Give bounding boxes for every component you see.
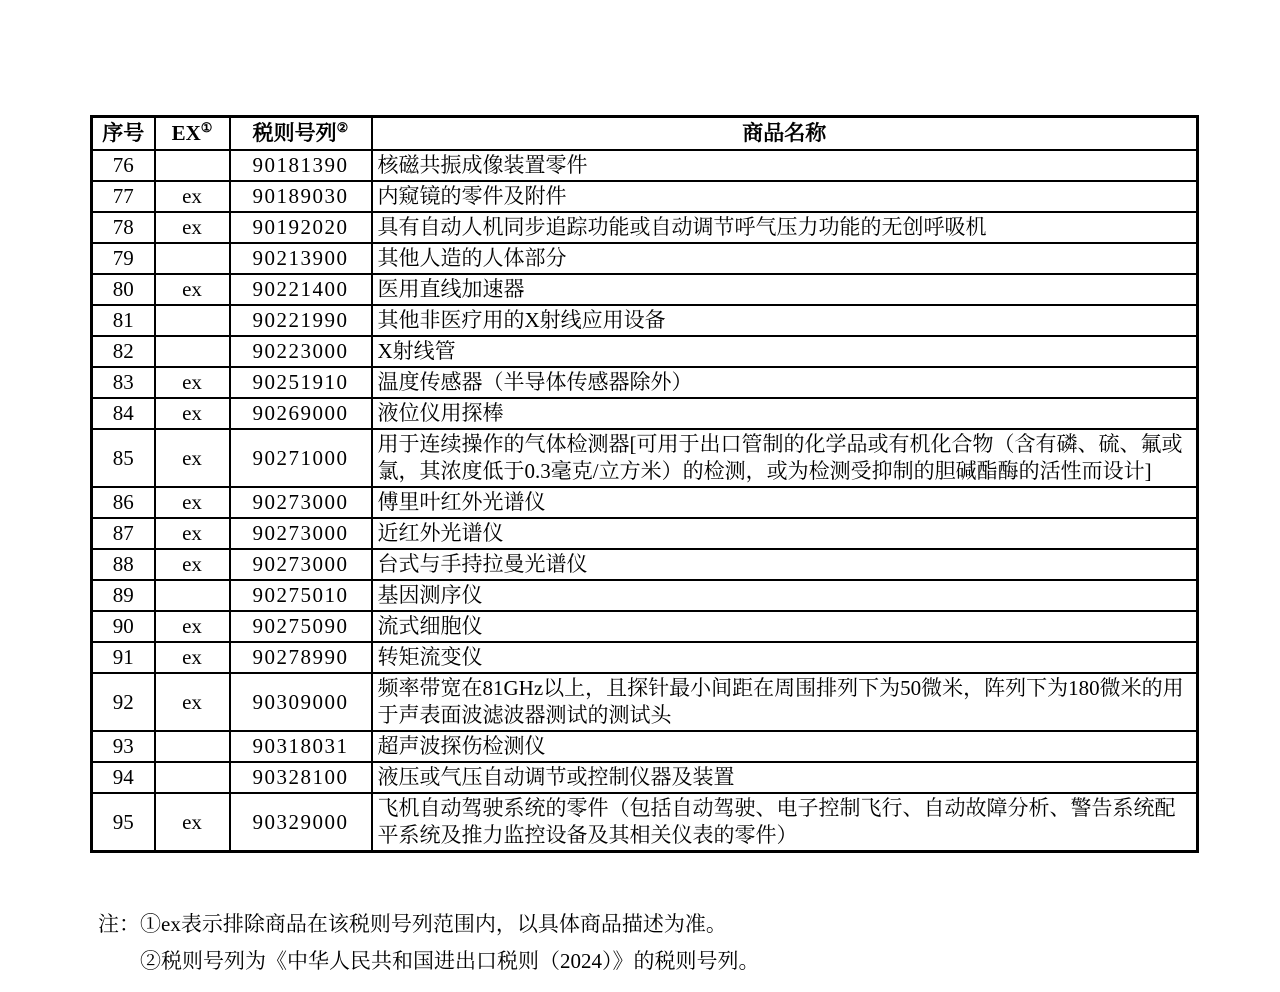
col-header-hs-code xyxy=(230,117,372,151)
row-index: 92 xyxy=(92,673,155,731)
row-product-name: 具有自动人机同步追踪功能或自动调节呼气压力功能的无创呼吸机 xyxy=(372,212,1198,243)
table-row xyxy=(92,611,1198,642)
row-ex-flag xyxy=(155,150,230,181)
row-index: 91 xyxy=(92,642,155,673)
table-row xyxy=(92,398,1198,429)
footnote-1 xyxy=(98,906,760,943)
row-ex-flag: ex xyxy=(155,611,230,642)
row-index: 85 xyxy=(92,429,155,487)
row-hs-code: 90271000 xyxy=(230,429,372,487)
footnote-ref-2: ② xyxy=(336,120,349,135)
row-hs-code: 90273000 xyxy=(230,549,372,580)
row-index: 83 xyxy=(92,367,155,398)
row-ex-flag: ex xyxy=(155,398,230,429)
table-row xyxy=(92,429,1198,487)
row-index: 95 xyxy=(92,793,155,852)
row-hs-code: 90181390 xyxy=(230,150,372,181)
row-product-name: 超声波探伤检测仪 xyxy=(372,731,1198,762)
row-ex-flag: ex xyxy=(155,367,230,398)
col-header-product-name: 商品名称 xyxy=(372,117,1198,151)
table-row xyxy=(92,549,1198,580)
row-product-name: 台式与手持拉曼光谱仪 xyxy=(372,549,1198,580)
row-ex-flag xyxy=(155,336,230,367)
table-row xyxy=(92,181,1198,212)
row-hs-code: 90213900 xyxy=(230,243,372,274)
row-hs-code: 90192020 xyxy=(230,212,372,243)
row-ex-flag: ex xyxy=(155,429,230,487)
row-ex-flag: ex xyxy=(155,181,230,212)
row-index: 82 xyxy=(92,336,155,367)
row-product-name: 转矩流变仪 xyxy=(372,642,1198,673)
row-ex-flag: ex xyxy=(155,518,230,549)
row-index: 76 xyxy=(92,150,155,181)
row-index: 94 xyxy=(92,762,155,793)
table-row xyxy=(92,336,1198,367)
row-hs-code: 90251910 xyxy=(230,367,372,398)
table-row xyxy=(92,731,1198,762)
table-row xyxy=(92,305,1198,336)
row-product-name: 液压或气压自动调节或控制仪器及装置 xyxy=(372,762,1198,793)
row-ex-flag xyxy=(155,243,230,274)
table-row xyxy=(92,673,1198,731)
row-hs-code: 90273000 xyxy=(230,518,372,549)
row-index: 93 xyxy=(92,731,155,762)
row-ex-flag: ex xyxy=(155,793,230,852)
row-hs-code: 90318031 xyxy=(230,731,372,762)
row-product-name: 医用直线加速器 xyxy=(372,274,1198,305)
row-ex-flag: ex xyxy=(155,212,230,243)
table-row xyxy=(92,243,1198,274)
table-row xyxy=(92,580,1198,611)
row-index: 81 xyxy=(92,305,155,336)
table-row xyxy=(92,367,1198,398)
row-ex-flag xyxy=(155,731,230,762)
row-ex-flag: ex xyxy=(155,549,230,580)
row-ex-flag xyxy=(155,305,230,336)
row-product-name: 傅里叶红外光谱仪 xyxy=(372,487,1198,518)
footnote-ref-1: ① xyxy=(200,120,213,135)
row-product-name: 基因测序仪 xyxy=(372,580,1198,611)
table-row xyxy=(92,518,1198,549)
table-row xyxy=(92,762,1198,793)
row-product-name: 液位仪用探棒 xyxy=(372,398,1198,429)
row-product-name: X射线管 xyxy=(372,336,1198,367)
table-header-row xyxy=(92,117,1198,151)
col-header-hs-code-text: 税则号列 xyxy=(252,121,337,145)
tariff-exclusion-table xyxy=(90,115,1199,853)
row-index: 78 xyxy=(92,212,155,243)
footnote-1-text: ①ex表示排除商品在该税则号列范围内，以具体商品描述为准。 xyxy=(140,912,727,936)
row-index: 77 xyxy=(92,181,155,212)
row-hs-code: 90275010 xyxy=(230,580,372,611)
row-product-name: 用于连续操作的气体检测器[可用于出口管制的化学品或有机化合物（含有磷、硫、氟或氯，其浓度低于0.3毫克/立方米）的检测，或为检测受抑制的胆碱酯酶的活性而设计] xyxy=(372,429,1198,487)
table-row xyxy=(92,642,1198,673)
row-ex-flag xyxy=(155,762,230,793)
row-index: 90 xyxy=(92,611,155,642)
row-ex-flag: ex xyxy=(155,642,230,673)
table-row xyxy=(92,150,1198,181)
row-hs-code: 90275090 xyxy=(230,611,372,642)
row-index: 89 xyxy=(92,580,155,611)
footnote-2 xyxy=(98,943,760,980)
row-hs-code: 90309000 xyxy=(230,673,372,731)
row-hs-code: 90223000 xyxy=(230,336,372,367)
col-header-ex xyxy=(155,117,230,151)
row-hs-code: 90278990 xyxy=(230,642,372,673)
footnotes-label: 注： xyxy=(98,912,140,936)
table-row xyxy=(92,487,1198,518)
row-index: 84 xyxy=(92,398,155,429)
row-hs-code: 90189030 xyxy=(230,181,372,212)
row-ex-flag: ex xyxy=(155,487,230,518)
row-product-name: 近红外光谱仪 xyxy=(372,518,1198,549)
row-index: 86 xyxy=(92,487,155,518)
row-product-name: 内窥镜的零件及附件 xyxy=(372,181,1198,212)
row-product-name: 其他非医疗用的X射线应用设备 xyxy=(372,305,1198,336)
row-product-name: 核磁共振成像装置零件 xyxy=(372,150,1198,181)
row-product-name: 温度传感器（半导体传感器除外） xyxy=(372,367,1198,398)
row-product-name: 频率带宽在81GHz以上，且探针最小间距在周围排列下为50微米，阵列下为180微米的用于声表面波滤波器测试的测试头 xyxy=(372,673,1198,731)
row-hs-code: 90221400 xyxy=(230,274,372,305)
row-index: 88 xyxy=(92,549,155,580)
row-hs-code: 90269000 xyxy=(230,398,372,429)
row-index: 79 xyxy=(92,243,155,274)
table-row xyxy=(92,793,1198,852)
footnotes xyxy=(98,906,760,980)
col-header-index: 序号 xyxy=(92,117,155,151)
row-hs-code: 90221990 xyxy=(230,305,372,336)
table-row xyxy=(92,212,1198,243)
table-row xyxy=(92,274,1198,305)
row-hs-code: 90328100 xyxy=(230,762,372,793)
row-hs-code: 90273000 xyxy=(230,487,372,518)
row-product-name: 流式细胞仪 xyxy=(372,611,1198,642)
row-ex-flag: ex xyxy=(155,673,230,731)
row-index: 80 xyxy=(92,274,155,305)
row-product-name: 飞机自动驾驶系统的零件（包括自动驾驶、电子控制飞行、自动故障分析、警告系统配平系统及推力监控设备及其相关仪表的零件） xyxy=(372,793,1198,852)
row-hs-code: 90329000 xyxy=(230,793,372,852)
row-ex-flag: ex xyxy=(155,274,230,305)
row-ex-flag xyxy=(155,580,230,611)
col-header-ex-text: EX xyxy=(171,121,201,145)
row-product-name: 其他人造的人体部分 xyxy=(372,243,1198,274)
footnote-2-text: ②税则号列为《中华人民共和国进出口税则（2024）》的税则号列。 xyxy=(140,949,760,973)
row-index: 87 xyxy=(92,518,155,549)
